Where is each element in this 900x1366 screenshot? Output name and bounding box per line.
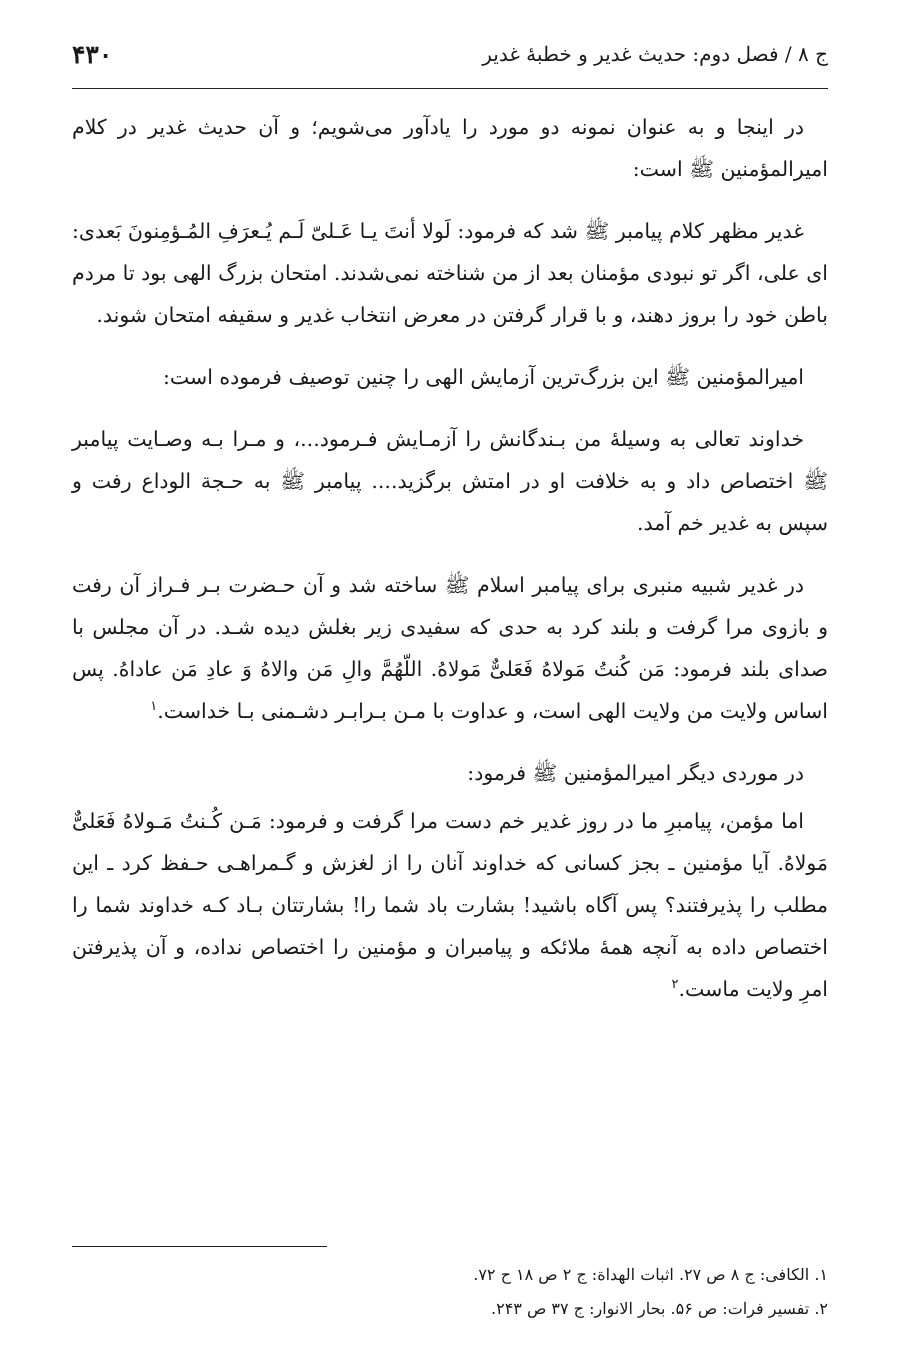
paragraph-text: اما مؤمن، پیامبرِ ما در روز غدیر خم دست مرا گرفت و فرمود: مَـن کُـنتُ مَـولاهُ فَعَلیٌّ مَولاهُ. آیا مؤمنین ـ بجز کسانی که خداوند آنان را از لغزش و گـمراهـی حـفظ کرد ـ این مطلب را پذیرفتند؟ پس آگاه باشید! بشارت باد شما را! بشارتتان بـاد کـه خداوند شما را اختصاص داده به آنچه همهٔ ملائکه و پیامبران و مؤمنین را اختصاص نداده، و آن پذیرفتن امرِ ولایت ماست. [72,809,828,1001]
footnote-marker: ۲ [671,977,679,993]
paragraph [72,800,828,1010]
body-text [72,106,828,1030]
paragraph: در اینجا و به عنوان نمونه دو مورد را یادآور می‌شویم؛ و آن حدیث غدیر در کلام امیرالمؤمنین ﷺ است: [72,115,828,181]
header-rule [72,88,828,89]
paragraph: خداوند تعالی به وسیلهٔ من بـندگانش را آزمـایش فـرمود...، و مـرا بـه وصـایت پیامبر ﷺ اختصاص داد و به خلافت او در امتش برگزید.... پیامبر ﷺ به حـجة الوداع رفت و سپس به غدیر خم آمد. [72,427,828,535]
paragraph: در موردی دیگر امیرالمؤمنین ﷺ فرمود: [467,761,804,785]
footnotes [72,1258,828,1326]
footnote: ۱. الکافی: ج ۸ ص ۲۷. اثبات الهداة: ج ۲ ص ۱۸ ح ۷۲. [473,1265,828,1284]
footnote-marker: ۱ [150,699,158,715]
page-header [72,26,828,82]
paragraph: غدیر مظهر کلام پیامبر ﷺ شد که فرمود: لَولا أنتَ یـا عَـلیّ لَـم یُـعرَفِ المُـؤمِنونَ بَعدی: ای علی، اگر تو نبودی مؤمنان بعد از من شناخته نمی‌شدند. امتحان بزرگ الهی بود تا مردم باطن خود را بروز دهند، و با قرار گرفتن در معرض انتخاب غدیر و سقیفه امتحان شوند. [72,219,828,327]
paragraph-text: در غدیر شبیه منبری برای پیامبر اسلام ﷺ ساخته شد و آن حـضرت بـر فـراز آن رفت و بازوی مرا گرفت و بلند کرد به حدی که سفیدی زیر بغلش دیده شـد. در آن مجلس با صدای بلند فرمود: مَن کُنتُ مَولاهُ فَعَلیٌّ مَولاهُ. اللّهُمَّ والِ مَن والاهُ وَ عادِ مَن عاداهُ. پس اساس ولایت من ولایت الهی است، و عداوت با مـن بـرابـر دشـمنی بـا خداست. [72,573,828,723]
running-title: ج ۸ / فصل دوم: حدیث غدیر و خطبهٔ غدیر [482,42,828,66]
footnote: ۲. تفسیر فرات: ص ۵۶. بحار الانوار: ج ۳۷ ص ۲۴۳. [491,1299,828,1318]
paragraph: امیرالمؤمنین ﷺ این بزرگ‌ترین آزمایش الهی را چنین توصیف فرموده است: [163,365,804,389]
footnote-rule [72,1246,327,1247]
paragraph [72,564,828,732]
page-number: ۴۳۰ [72,39,113,69]
